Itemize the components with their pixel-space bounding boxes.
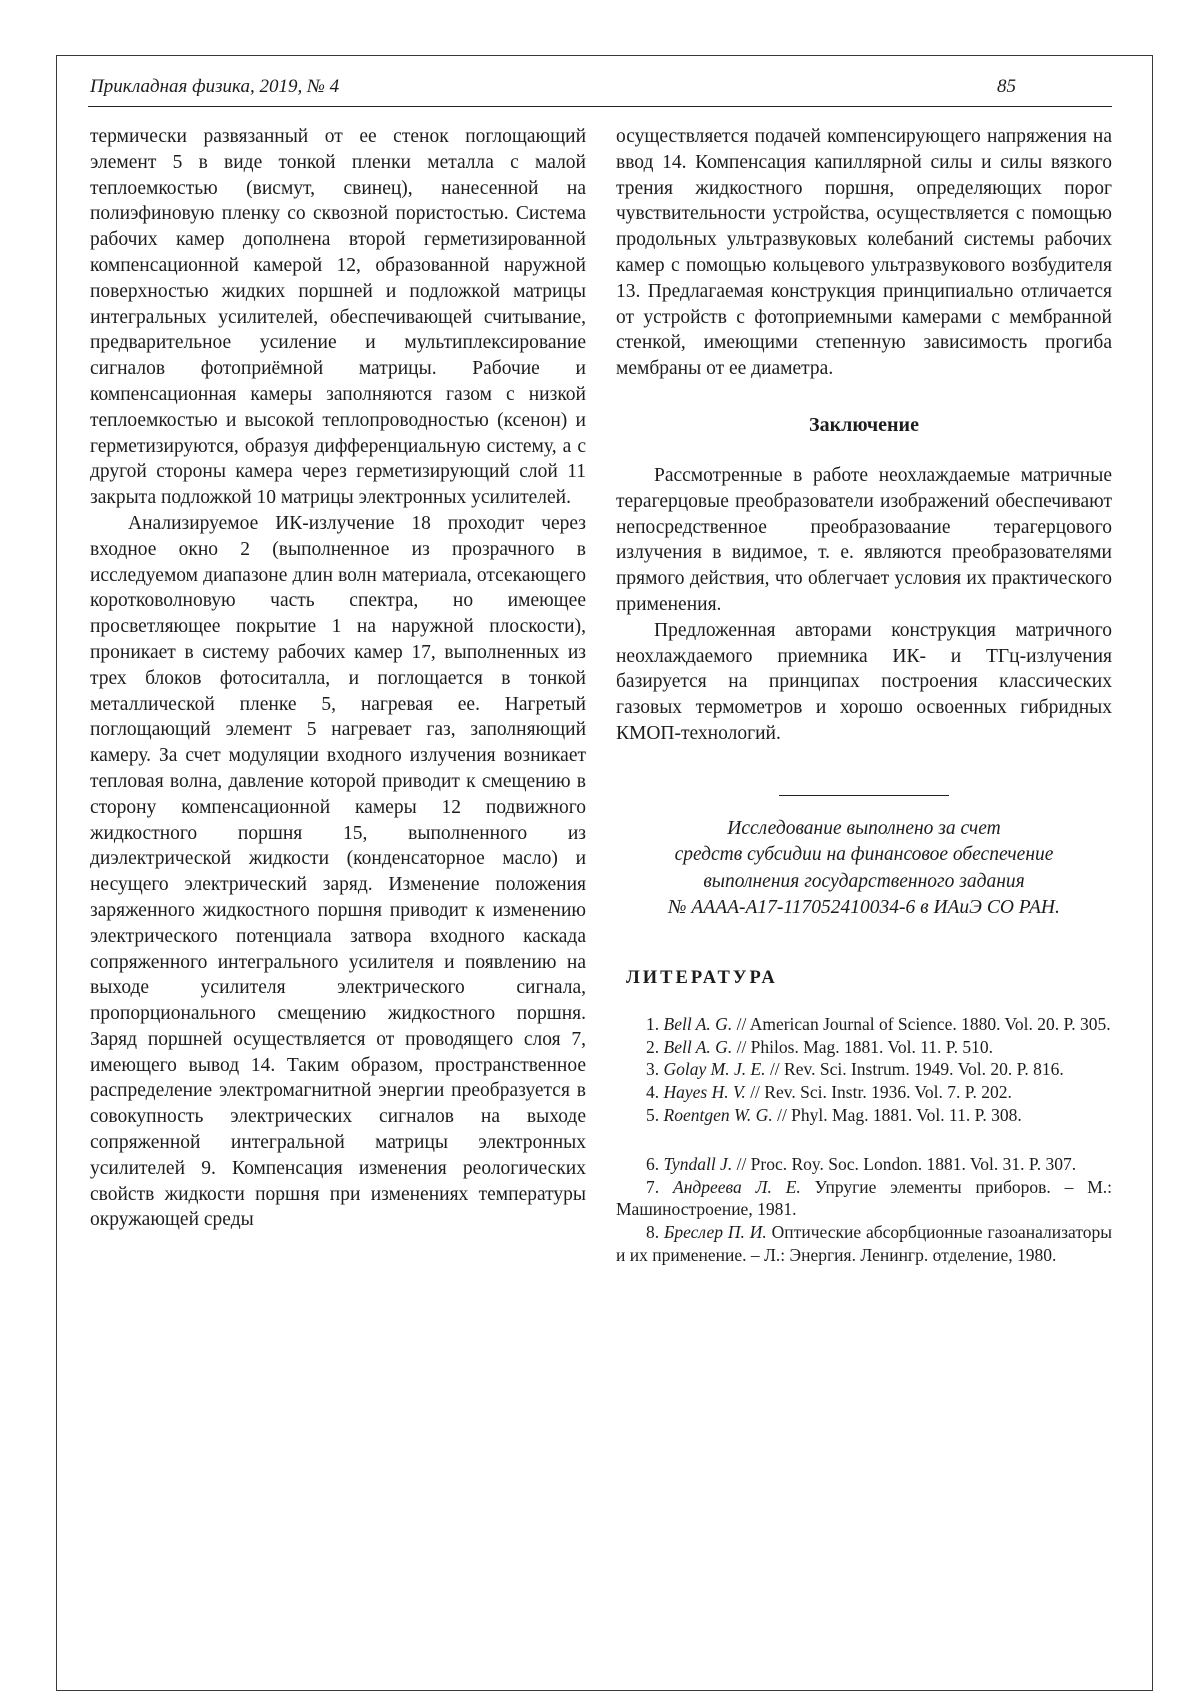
body-paragraph: термически развязанный от ее стенок поглощающий элемент 5 в виде тонкой пленки металла с малой теплоемкостью (висмут, свинец), нанесенной на полиэфиновую пленку со сквозной пористостью. Система рабочих камер дополнена второй герметизированной компенсационной камерой 12, образованной наружной поверхностью жидких поршней и подложкой матрицы интегральных усилителей, обеспечивающей считывание, предварительное усиление и мультиплексирование сигналов фотоприёмной матрицы. Рабочие и компенсационная камеры заполняются газом с низкой теплоемкостью и высокой теплопроводностью (ксенон) и герметизируются, образуя дифференциальную систему, а с другой стороны камера через герметизирующий слой 11 закрыта подложкой 10 матрицы электронных усилителей. (90, 126, 586, 509)
journal-title: Прикладная физика, 2019, № 4 (90, 76, 340, 97)
reference-number: 4. (646, 1082, 660, 1103)
reference-author: Bell A. G. (663, 1036, 733, 1057)
reference-item (616, 1036, 1112, 1059)
funding-note-line: № АААА-А17-117052410034-6 в ИАиЭ СО РАН. (668, 897, 1060, 919)
reference-author: Golay M. J. E. (663, 1059, 766, 1080)
reference-item (616, 1221, 1112, 1267)
reference-source: // American Journal of Science. 1880. Vol. 20. P. 305. (736, 1013, 1111, 1034)
reference-item (616, 1013, 1112, 1036)
reference-source: // Philos. Mag. 1881. Vol. 11. P. 510. (736, 1036, 993, 1057)
reference-number: 8. (646, 1222, 660, 1243)
left-column (90, 124, 586, 1267)
reference-number: 7. (646, 1176, 660, 1197)
funding-note-line: выполнения государственного задания (703, 870, 1025, 892)
reference-author: Bell A. G. (663, 1013, 733, 1034)
reference-item (616, 1153, 1112, 1176)
reference-number: 2. (646, 1036, 660, 1057)
funding-note-line: средств субсидии на финансовое обеспечение (674, 844, 1054, 866)
reference-author: Андреева Л. Е. (673, 1176, 801, 1197)
page-header (90, 76, 1112, 98)
reference-author: Roentgen W. G. (663, 1104, 773, 1125)
reference-source: // Proc. Roy. Soc. London. 1881. Vol. 31. P. 307. (736, 1153, 1077, 1174)
reference-source: Оптические абсорбционные газоанализаторы и их применение. – Л.: Энергия. Ленингр. отделение, 1980. (616, 1222, 1113, 1265)
literature-heading: ЛИТЕРАТУРА (626, 967, 778, 988)
reference-number: 1. (646, 1013, 660, 1034)
body-paragraph: Анализируемое ИК-излучение 18 проходит через входное окно 2 (выполненное из прозрачного в исследуемом диапазоне длин волн материала, отсекающего коротковолновую часть спектра, но имеющее просветляющее покрытие 1 на наружной плоскости), проникает в систему рабочих камер 17, выполненных из трех блоков фотоситалла, и поглощается в тонкой металлической пленке 5, нагревая ее. Нагретый поглощающий элемент 5 нагревает газ, заполняющий камеру. За счет модуляции входного излучения возникает тепловая волна, давление которой приводит к смещению в сторону компенсационной камеры 12 подвижного жидкостного поршня 15, выполненного из диэлектрической жидкости (конденсаторное масло) и несущего электрический заряд. Изменение положения заряженного жидкостного поршня приводит к изменению электрического потенциала затвора входного каскада сопряженного интегрального усилителя и появлению на выходе усилителя электрического сигнала, пропорционального смещению жидкостного поршня. Заряд поршней осуществляется от проводящего слоя 7, имеющего вывод 14. Таким образом, пространственное распределение электромагнитной энергии преобразуется в совокупность электрических сигналов на выходе сопряженной интегральной матрицы электронных усилителей 9. Компенсация изменения реологических свойств жидкости поршня при изменениях температуры окружающей среды (90, 512, 586, 1231)
reference-item (616, 1081, 1112, 1104)
page-number: 85 (997, 76, 1016, 97)
reference-author: Бреслер П. И. (664, 1222, 767, 1243)
right-column (616, 124, 1112, 1267)
reference-list (616, 1013, 1112, 1267)
reference-number: 5. (646, 1104, 660, 1125)
reference-source: // Rev. Sci. Instrum. 1949. Vol. 20. P. 816. (769, 1059, 1064, 1080)
reference-source: // Phyl. Mag. 1881. Vol. 11. P. 308. (777, 1104, 1022, 1125)
header-rule (88, 106, 1112, 107)
reference-author: Tyndall J. (663, 1153, 733, 1174)
reference-item (616, 1058, 1112, 1081)
conclusion-paragraph: Предложенная авторами конструкция матричного неохлаждаемого приемника ИК- и ТГц-излучения базируется на принципах построения классических газовых термометров и хорошо освоенных гибридных КМОП-технологий. (616, 619, 1112, 744)
reference-author: Hayes H. V. (663, 1082, 746, 1103)
funding-divider-rule (779, 795, 949, 796)
reference-item (616, 1104, 1112, 1127)
two-column-body (90, 124, 1112, 1267)
reference-source: Упругие элементы приборов. – М.: Машиностроение, 1981. (616, 1176, 1113, 1220)
conclusion-paragraph: Рассмотренные в работе неохлаждаемые матричные терагерцовые преобразователи изображений обеспечивают непосредственное преобразоваание терагерцового излучения в видимое, т. е. являются преобразователями прямого действия, что облегчает условия их практического применения. (616, 464, 1112, 615)
reference-number: 6. (646, 1153, 660, 1174)
funding-note-line: Исследование выполнено за счет (727, 817, 1001, 839)
reference-item (616, 1176, 1112, 1222)
reference-source: // Rev. Sci. Instr. 1936. Vol. 7. P. 202. (750, 1082, 1012, 1103)
conclusion-heading: Заключение (809, 413, 919, 436)
funding-note (616, 816, 1112, 922)
reference-number: 3. (646, 1059, 660, 1080)
body-paragraph: осуществляется подачей компенсирующего напряжения на ввод 14. Компенсация капиллярной силы и силы вязкого трения жидкостного поршня, определяющих порог чувствительности устройства, осуществляется с помощью продольных ультразвуковых колебаний системы рабочих камер с помощью кольцевого ультразвукового возбудителя 13. Предлагаемая конструкция принципиально отличается от устройств с фотоприемными камерами с мембранной стенкой, имеющими степенную зависимость прогиба мембраны от ее диаметра. (616, 126, 1112, 380)
